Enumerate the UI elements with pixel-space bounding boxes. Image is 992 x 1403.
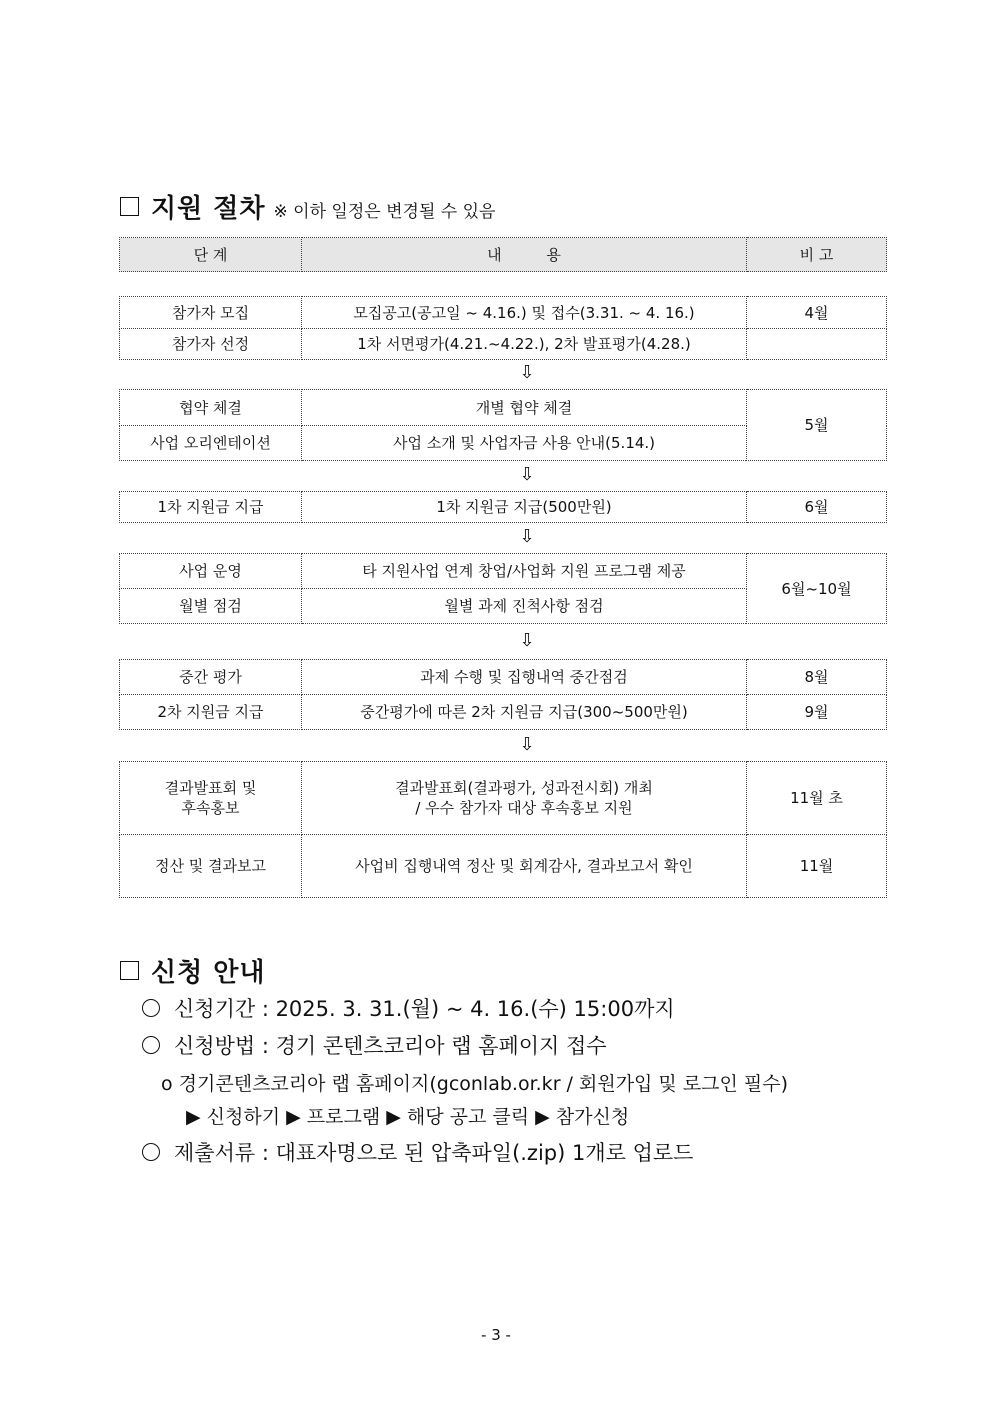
schedule-note: ※ 이하 일정은 변경될 수 있음 [273,202,496,222]
down-arrow-icon: ⇩ [519,734,535,755]
application-method-text: 신청방법 : 경기 콘텐츠코리아 랩 홈페이지 접수 [174,1034,607,1058]
content-cell: 개별 협약 체결 [302,390,747,426]
note-cell: 6월~10월 [747,554,887,624]
checkbox-square-icon [120,961,139,980]
section-title-application-guide [120,952,266,989]
stage-cell: 정산 및 결과보고 [120,835,302,898]
stage-cell: 사업 운영 [120,554,302,589]
down-arrow-icon: ⇩ [519,630,535,651]
content-cell: 중간평가에 따른 2차 지원금 지급(300~500만원) [302,695,747,730]
content-cell: 타 지원사업 연계 창업/사업화 지원 프로그램 제공 [302,554,747,589]
content-cell: 월별 과제 진척사항 점검 [302,589,747,624]
content-cell: 모집공고(공고일 ~ 4.16.) 및 접수(3.31. ~ 4. 16.) [302,297,747,329]
table-row [120,695,887,730]
procedure-group-operation [119,553,887,624]
application-method-detail: o 경기콘텐츠코리아 랩 홈페이지(gconlab.or.kr / 회원가입 및 로그인 필수) [161,1073,789,1095]
stage-cell: 2차 지원금 지급 [120,695,302,730]
note-cell: 11월 초 [747,762,887,835]
procedure-group-final [119,761,887,898]
procedure-group-midterm [119,659,887,730]
content-cell: 사업 소개 및 사업자금 사용 안내(5.14.) [302,426,747,461]
content-cell: 사업비 집행내역 정산 및 회계감사, 결과보고서 확인 [302,835,747,898]
down-arrow-icon: ⇩ [519,526,535,547]
note-cell [747,329,887,360]
application-period [142,993,675,1023]
stage-cell [120,762,302,835]
application-steps: ▶ 신청하기 ▶ 프로그램 ▶ 해당 공고 클릭 ▶ 참가신청 [186,1106,630,1128]
stage-cell: 참가자 모집 [120,297,302,329]
stage-cell: 협약 체결 [120,390,302,426]
stage-line-2: 후속홍보 [181,799,240,817]
procedure-group-recruit [119,296,887,360]
down-arrow-icon: ⇩ [519,464,535,485]
procedure-header-table [119,237,887,272]
page-number: - 3 - [481,1326,511,1344]
content-cell: 1차 서면평가(4.21.~4.22.), 2차 발표평가(4.28.) [302,329,747,360]
circle-bullet-icon [142,999,160,1017]
content-line-1: 결과발표회(결과평가, 성과전시회) 개최 [395,779,653,797]
down-arrow-icon: ⇩ [519,362,535,383]
table-row [120,554,887,589]
table-row [120,492,887,523]
circle-bullet-icon [142,1143,160,1161]
content-cell [302,762,747,835]
header-note: 비 고 [747,238,887,272]
circle-bullet-icon [142,1036,160,1054]
stage-cell: 월별 점검 [120,589,302,624]
stage-line-1: 결과발표회 및 [164,779,257,797]
note-cell: 8월 [747,660,887,695]
procedure-group-first-payment [119,491,887,523]
table-row [120,297,887,329]
note-cell: 6월 [747,492,887,523]
content-line-2: / 우수 참가자 대상 후속홍보 지원 [415,799,633,817]
table-row [120,660,887,695]
stage-cell: 1차 지원금 지급 [120,492,302,523]
header-content: 내 용 [302,238,747,272]
stage-cell: 사업 오리엔테이션 [120,426,302,461]
content-cell: 1차 지원금 지급(500만원) [302,492,747,523]
stage-cell: 참가자 선정 [120,329,302,360]
section-title-support-procedure [120,188,495,225]
table-row [120,390,887,426]
note-cell: 9월 [747,695,887,730]
stage-cell: 중간 평가 [120,660,302,695]
application-period-text: 신청기간 : 2025. 3. 31.(월) ~ 4. 16.(수) 15:00까지 [174,997,675,1021]
submission-documents [142,1137,693,1167]
section-title-text: 지원 절차 [151,194,266,224]
table-row [120,835,887,898]
note-cell: 4월 [747,297,887,329]
content-cell: 과제 수행 및 집행내역 중간점검 [302,660,747,695]
table-row [120,329,887,360]
procedure-group-agreement [119,389,887,461]
header-stage: 단 계 [120,238,302,272]
checkbox-square-icon [120,197,139,216]
section-title-text: 신청 안내 [151,958,266,988]
table-row [120,762,887,835]
application-method [142,1030,607,1060]
note-cell: 5월 [747,390,887,461]
note-cell: 11월 [747,835,887,898]
submission-documents-text: 제출서류 : 대표자명으로 된 압축파일(.zip) 1개로 업로드 [174,1141,694,1165]
